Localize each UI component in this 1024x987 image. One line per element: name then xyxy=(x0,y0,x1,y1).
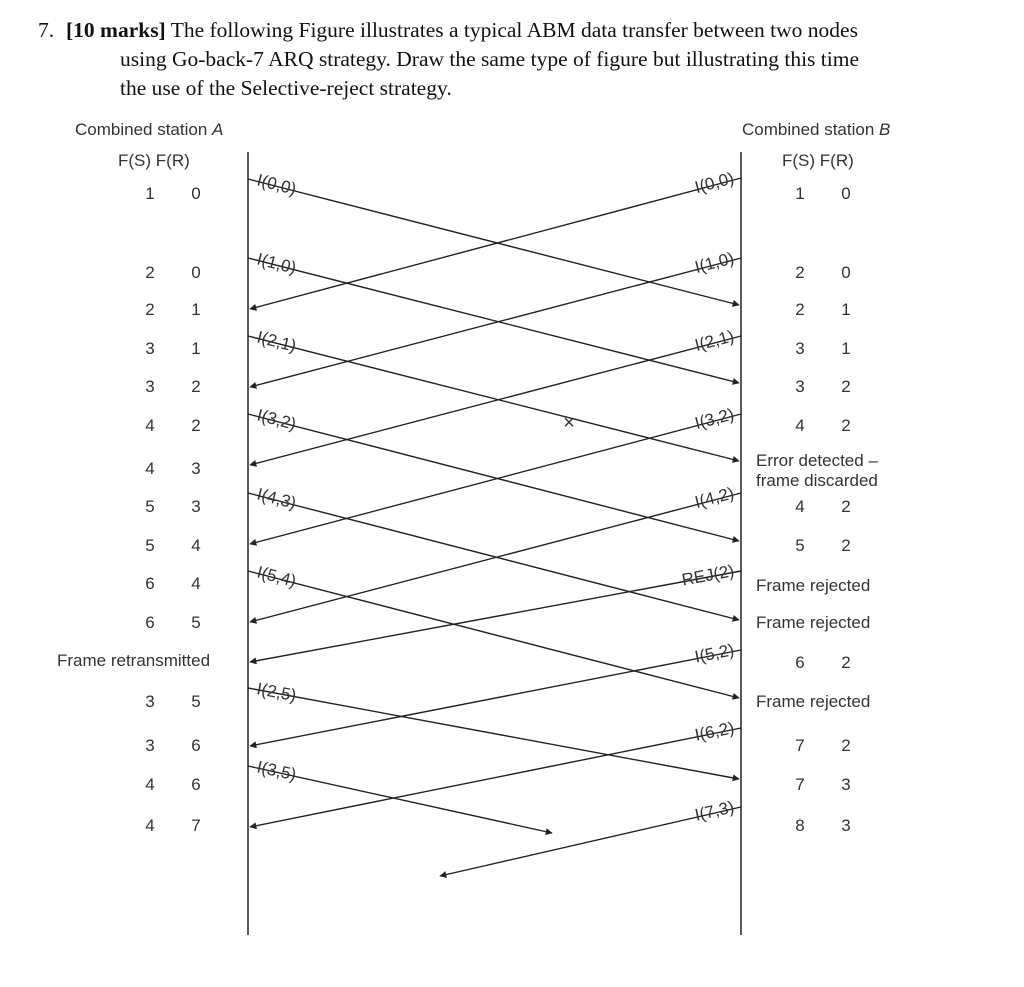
b-row-fs: 8 xyxy=(795,816,805,835)
a-row-fs: 3 xyxy=(145,736,155,755)
b-row-fr: 0 xyxy=(841,184,851,203)
station-b-title: Combined station B xyxy=(742,120,891,139)
frame-labels-b-to-a xyxy=(680,169,736,825)
a-row-fs: 6 xyxy=(145,613,155,632)
a-row-fr: 3 xyxy=(191,459,201,478)
b-row-fr: 2 xyxy=(841,736,851,755)
a-retransmit-note: Frame retransmitted xyxy=(57,651,211,670)
b-rejected-note: Frame rejected xyxy=(756,576,871,595)
b-rejected-note: Frame rejected xyxy=(756,692,871,711)
frame-label-b: I(1,0) xyxy=(692,248,737,277)
frame-label-b: I(0,0) xyxy=(692,168,737,198)
b-row-fr: 2 xyxy=(841,536,851,555)
a-row-fr: 7 xyxy=(191,816,201,835)
a-row-fr: 0 xyxy=(191,263,201,282)
frame-label-a: I(3,5) xyxy=(255,757,298,785)
frame-label-b: I(2,1) xyxy=(692,326,737,355)
a-row-fs: 5 xyxy=(145,536,155,555)
a-row-fr: 4 xyxy=(191,574,201,593)
a-row-fr: 3 xyxy=(191,497,201,516)
frame-label-a: I(5,4) xyxy=(254,562,299,591)
frames-b-to-a xyxy=(250,178,741,876)
b-row-fr: 2 xyxy=(841,416,851,435)
frame-arrow-a-to-b xyxy=(248,336,739,461)
frame-arrow-a-to-b xyxy=(248,688,739,779)
b-row-fr: 2 xyxy=(841,497,851,516)
a-row-fs: 4 xyxy=(145,416,155,435)
station-a-col-header: F(S) F(R) xyxy=(118,151,190,170)
b-row-fs: 2 xyxy=(795,263,805,282)
a-row-fs: 3 xyxy=(145,692,155,711)
question-line-1-text: The following Figure illustrates a typical ABM data transfer between two nodes xyxy=(165,18,858,42)
a-row-fr: 1 xyxy=(191,300,201,319)
b-row-fr: 3 xyxy=(841,775,851,794)
frame-label-b: I(6,2) xyxy=(693,718,736,745)
frame-arrow-a-to-b xyxy=(248,414,739,541)
a-row-fr: 5 xyxy=(191,692,201,711)
b-row-fr: 1 xyxy=(841,339,851,358)
question-number: 7. xyxy=(38,18,55,42)
frame-arrow-b-to-a xyxy=(250,650,741,746)
a-row-fr: 5 xyxy=(191,613,201,632)
a-row-fs: 1 xyxy=(145,184,155,203)
frame-label-b: I(3,2) xyxy=(692,404,737,434)
b-row-fr: 2 xyxy=(841,377,851,396)
frame-arrow-b-to-a xyxy=(250,728,741,827)
a-row-fr: 1 xyxy=(191,339,201,358)
frame-label-a: I(1,0) xyxy=(255,249,299,278)
station-b-state-rows xyxy=(756,184,878,835)
frame-label-b: REJ(2) xyxy=(680,561,736,590)
b-row-fr: 2 xyxy=(841,653,851,672)
frame-labels-a-to-b xyxy=(255,170,298,784)
a-row-fs: 4 xyxy=(145,775,155,794)
frame-label-a: I(0,0) xyxy=(255,170,299,199)
frame-label-a: I(2,5) xyxy=(255,679,298,706)
frame-label-b: I(7,3) xyxy=(692,797,736,825)
a-row-fs: 3 xyxy=(145,339,155,358)
b-row-fs: 2 xyxy=(795,300,805,319)
a-row-fr: 6 xyxy=(191,736,201,755)
station-b-col-header: F(S) F(R) xyxy=(782,151,854,170)
station-a-title: Combined station A xyxy=(75,120,224,139)
a-row-fs: 5 xyxy=(145,497,155,516)
frame-label-a: I(2,1) xyxy=(255,327,299,356)
b-row-fs: 5 xyxy=(795,536,805,555)
question-marks: [10 marks] xyxy=(66,18,166,42)
a-row-fs: 4 xyxy=(145,816,155,835)
frame-label-b: I(5,2) xyxy=(693,640,736,667)
a-row-fr: 2 xyxy=(191,416,201,435)
b-error-note-line-2: frame discarded xyxy=(756,471,878,490)
question-line-2: using Go-back-7 ARQ strategy. Draw the same type of figure but illustrating this time xyxy=(120,47,860,71)
a-row-fs: 3 xyxy=(145,377,155,396)
b-rejected-note: Frame rejected xyxy=(756,613,871,632)
a-row-fs: 6 xyxy=(145,574,155,593)
b-row-fs: 3 xyxy=(795,339,805,358)
b-row-fs: 3 xyxy=(795,377,805,396)
b-row-fs: 7 xyxy=(795,736,805,755)
a-row-fr: 6 xyxy=(191,775,201,794)
frame-arrow-a-to-b xyxy=(248,258,739,383)
b-row-fr: 1 xyxy=(841,300,851,319)
b-row-fr: 0 xyxy=(841,263,851,282)
a-row-fr: 0 xyxy=(191,184,201,203)
a-row-fr: 2 xyxy=(191,377,201,396)
a-row-fs: 2 xyxy=(145,300,155,319)
b-row-fs: 1 xyxy=(795,184,805,203)
b-row-fs: 4 xyxy=(795,497,805,516)
frame-arrow-b-to-a xyxy=(250,178,741,309)
b-row-fr: 3 xyxy=(841,816,851,835)
question-line-3: the use of the Selective-reject strategy. xyxy=(120,76,452,100)
a-row-fs: 4 xyxy=(145,459,155,478)
b-error-note-line-1: Error detected – xyxy=(756,451,878,470)
frame-label-b: I(4,2) xyxy=(692,483,737,512)
frame-arrow-a-to-b xyxy=(248,493,739,620)
b-row-fs: 7 xyxy=(795,775,805,794)
frame-label-a: I(3,2) xyxy=(254,405,299,434)
frame-arrow-a-to-b xyxy=(248,571,739,698)
a-row-fs: 2 xyxy=(145,263,155,282)
frame-arrow-b-to-a xyxy=(250,571,741,662)
station-a-state-rows xyxy=(57,184,210,835)
frames-a-to-b xyxy=(248,179,739,833)
lost-frame-cross: × xyxy=(563,412,575,434)
a-row-fr: 4 xyxy=(191,536,201,555)
b-row-fs: 6 xyxy=(795,653,805,672)
b-row-fs: 4 xyxy=(795,416,805,435)
frame-label-a: I(4,3) xyxy=(254,484,299,513)
